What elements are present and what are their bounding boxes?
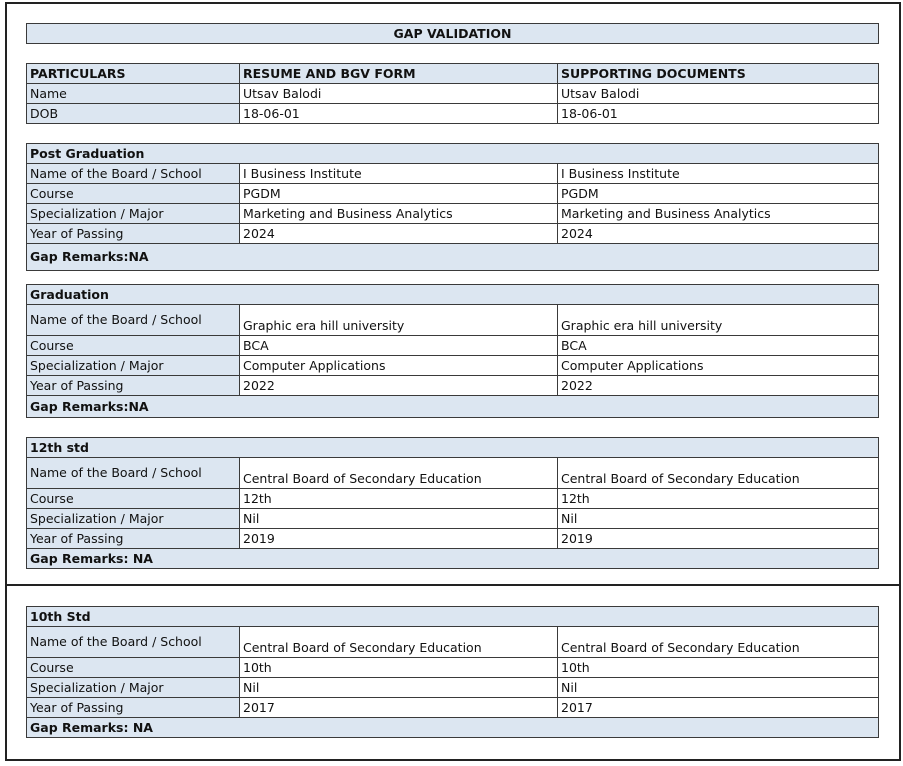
- docs-value: 2022: [558, 376, 879, 396]
- particulars-table: [26, 63, 879, 124]
- table-row: [27, 509, 879, 529]
- row-label: Name of the Board / School: [27, 627, 240, 658]
- row-label: Specialization / Major: [27, 356, 240, 376]
- gap-remarks: Gap Remarks:NA: [27, 396, 879, 418]
- resume-value: I Business Institute: [240, 164, 558, 184]
- resume-value: Central Board of Secondary Education: [240, 627, 558, 658]
- table-row: [27, 104, 879, 124]
- row-label: Specialization / Major: [27, 204, 240, 224]
- docs-value: Central Board of Secondary Education: [558, 627, 879, 658]
- resume-value: 2017: [240, 698, 558, 718]
- docs-value: 2019: [558, 529, 879, 549]
- docs-value: 12th: [558, 489, 879, 509]
- section-heading: Graduation: [27, 285, 879, 305]
- row-label: Name: [27, 84, 240, 104]
- resume-value: 2019: [240, 529, 558, 549]
- docs-value: Nil: [558, 678, 879, 698]
- row-label: Course: [27, 336, 240, 356]
- table-row: [27, 336, 879, 356]
- resume-value: Marketing and Business Analytics: [240, 204, 558, 224]
- table-row: [27, 356, 879, 376]
- section-12th-std: [26, 437, 879, 569]
- resume-value: Nil: [240, 678, 558, 698]
- row-label: Name of the Board / School: [27, 305, 240, 336]
- header-supporting-docs: SUPPORTING DOCUMENTS: [558, 64, 879, 84]
- header-row: [27, 64, 879, 84]
- row-label: Year of Passing: [27, 376, 240, 396]
- table-row: [27, 529, 879, 549]
- row-label: Course: [27, 658, 240, 678]
- table-row: [27, 305, 879, 336]
- page-title: GAP VALIDATION: [27, 24, 879, 44]
- docs-value: BCA: [558, 336, 879, 356]
- resume-value: PGDM: [240, 184, 558, 204]
- header-resume: RESUME AND BGV FORM: [240, 64, 558, 84]
- table-row: [27, 678, 879, 698]
- table-row: [27, 204, 879, 224]
- docs-value: 2017: [558, 698, 879, 718]
- row-label: Course: [27, 489, 240, 509]
- row-label: Course: [27, 184, 240, 204]
- row-label: Specialization / Major: [27, 509, 240, 529]
- table-row: [27, 84, 879, 104]
- row-label: Name of the Board / School: [27, 164, 240, 184]
- section-post-graduation: [26, 143, 879, 271]
- table-row: [27, 658, 879, 678]
- resume-value: Central Board of Secondary Education: [240, 458, 558, 489]
- gap-remarks: Gap Remarks: NA: [27, 718, 879, 738]
- row-label: Year of Passing: [27, 698, 240, 718]
- docs-value: Central Board of Secondary Education: [558, 458, 879, 489]
- docs-value: Marketing and Business Analytics: [558, 204, 879, 224]
- section-graduation: [26, 284, 879, 418]
- resume-value: Nil: [240, 509, 558, 529]
- title-table: [26, 23, 879, 44]
- resume-value: BCA: [240, 336, 558, 356]
- table-row: [27, 458, 879, 489]
- table-row: [27, 376, 879, 396]
- table-row: [27, 698, 879, 718]
- resume-value: Graphic era hill university: [240, 305, 558, 336]
- table-row: [27, 224, 879, 244]
- resume-value: Computer Applications: [240, 356, 558, 376]
- docs-value: Utsav Balodi: [558, 84, 879, 104]
- resume-value: 10th: [240, 658, 558, 678]
- docs-value: Nil: [558, 509, 879, 529]
- docs-value: 18-06-01: [558, 104, 879, 124]
- row-label: DOB: [27, 104, 240, 124]
- row-label: Name of the Board / School: [27, 458, 240, 489]
- resume-value: 2022: [240, 376, 558, 396]
- table-row: [27, 489, 879, 509]
- resume-value: 12th: [240, 489, 558, 509]
- header-particulars: PARTICULARS: [27, 64, 240, 84]
- section-10th-std: [26, 606, 879, 738]
- table-row: [27, 184, 879, 204]
- docs-value: PGDM: [558, 184, 879, 204]
- gap-remarks: Gap Remarks:NA: [27, 244, 879, 271]
- section-heading: 10th Std: [27, 607, 879, 627]
- resume-value: Utsav Balodi: [240, 84, 558, 104]
- section-heading: 12th std: [27, 438, 879, 458]
- docs-value: 2024: [558, 224, 879, 244]
- section-heading: Post Graduation: [27, 144, 879, 164]
- resume-value: 2024: [240, 224, 558, 244]
- docs-value: Computer Applications: [558, 356, 879, 376]
- docs-value: 10th: [558, 658, 879, 678]
- table-row: [27, 627, 879, 658]
- row-label: Year of Passing: [27, 529, 240, 549]
- row-label: Specialization / Major: [27, 678, 240, 698]
- docs-value: I Business Institute: [558, 164, 879, 184]
- docs-value: Graphic era hill university: [558, 305, 879, 336]
- resume-value: 18-06-01: [240, 104, 558, 124]
- table-row: [27, 164, 879, 184]
- gap-remarks: Gap Remarks: NA: [27, 549, 879, 569]
- row-label: Year of Passing: [27, 224, 240, 244]
